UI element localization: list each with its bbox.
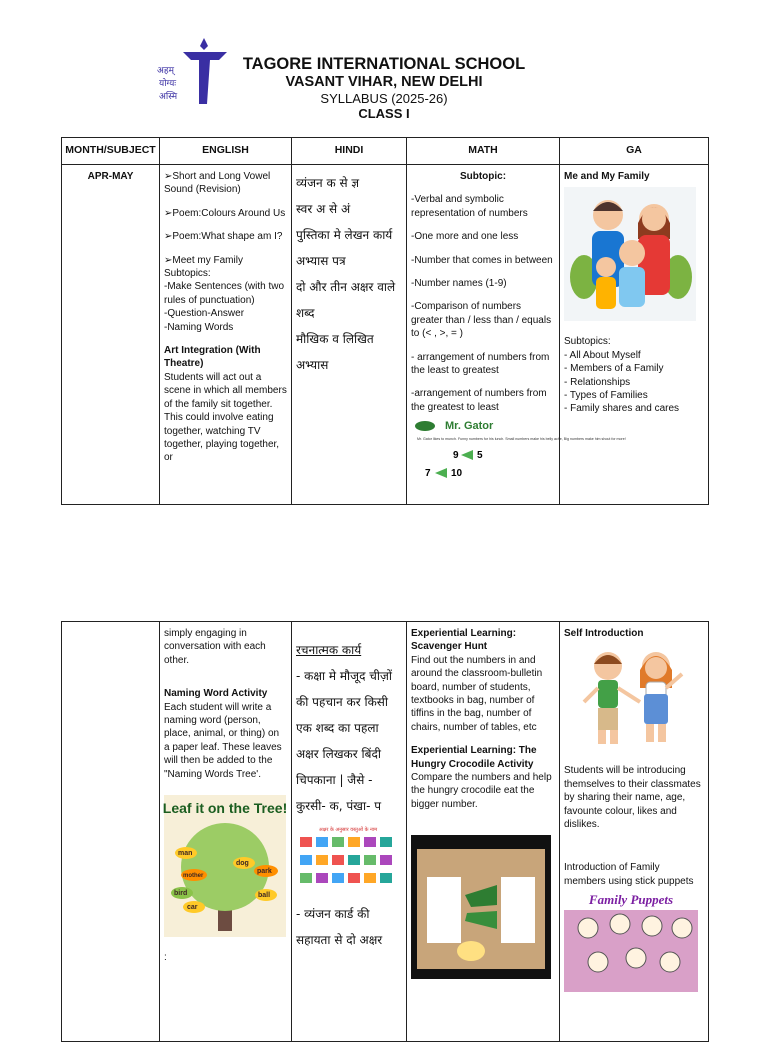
naming-word-text: Each student will write a naming word (person, place, animal, or thing) on a paper leaf. These leaves will then be added to the "Naming Words Tree'. bbox=[164, 701, 282, 780]
self-intro-text: Students will be introducing themselves to their classmates by sharing their name, age, favounte colour, likes and dislikes. bbox=[564, 765, 701, 831]
math-item: -Comparison of numbers greater than / less than / equals to (< , >, = ) bbox=[411, 301, 552, 340]
hungry-crocodile-title: Experiential Learning: The Hungry Crocodile Activity bbox=[411, 745, 537, 770]
school-logo bbox=[157, 38, 227, 104]
leaf-word: car bbox=[187, 904, 198, 912]
english-cell bbox=[160, 165, 292, 505]
english-item: ➢Short and Long Vowel Sound (Revision) bbox=[164, 171, 271, 196]
hindi-alphabet-chart-image bbox=[296, 823, 400, 897]
children-image bbox=[564, 644, 700, 750]
family-image bbox=[564, 187, 696, 321]
school-header bbox=[232, 55, 536, 121]
ga-subtopic: - Family shares and cares bbox=[564, 403, 680, 415]
svg-text:9: 9 bbox=[453, 450, 459, 462]
math-cell bbox=[407, 622, 560, 1042]
leaf-word: dog bbox=[236, 860, 249, 868]
month-cell-empty bbox=[62, 622, 160, 1042]
school-name: TAGORE INTERNATIONAL SCHOOL bbox=[242, 55, 526, 73]
hindi-creative-text-2: - व्यंजन कार्ड की सहायता से दो अक्षर bbox=[296, 907, 383, 947]
scavenger-hunt-title: Experiential Learning: Scavenger Hunt bbox=[411, 628, 517, 653]
logo-line-1: अहम् bbox=[157, 66, 175, 76]
svg-text:7: 7 bbox=[425, 468, 431, 480]
hungry-crocodile-text: Compare the numbers and help the hungry crocodile eat the bigger number. bbox=[411, 772, 552, 810]
hindi-cell bbox=[292, 165, 407, 505]
hindi-item: मौखिक व लिखित अभ्यास bbox=[296, 332, 374, 372]
hindi-cell bbox=[292, 622, 407, 1042]
art-integration-title: Art Integration (With Theatre) bbox=[164, 345, 261, 370]
hindi-chart-title: अक्षर के अनुसार वस्तुओं के नाम bbox=[318, 827, 378, 833]
ga-cell bbox=[560, 165, 709, 505]
school-location: VASANT VIHAR, NEW DELHI bbox=[285, 74, 483, 90]
math-item: - arrangement of numbers from the least to greatest bbox=[411, 351, 550, 377]
table-header-row bbox=[62, 138, 709, 165]
hindi-item: अभ्यास पत्र bbox=[296, 254, 346, 268]
hindi-creative-title: रचनात्मक कार्य bbox=[296, 643, 362, 657]
hindi-item: दो और तीन अक्षर वाले शब्द bbox=[296, 280, 396, 320]
math-item: -One more and one less bbox=[411, 231, 519, 243]
self-intro-title: Self Introduction bbox=[564, 628, 644, 639]
leaf-word: park bbox=[257, 868, 272, 876]
mr-gator-caption: Mr. Gator likes to munch. Funny numbers for his lunch. Small numbers make his belly ache, Big numbers make him shout for more! bbox=[417, 437, 626, 442]
english-subtopic: Subtopics: bbox=[164, 268, 211, 280]
syllabus-table-page2 bbox=[61, 621, 709, 1042]
syllabus-table-page1 bbox=[61, 137, 709, 505]
hindi-item: व्यंजन क से ज्ञ bbox=[296, 176, 360, 190]
math-subtopic-label: Subtopic: bbox=[459, 171, 507, 182]
month-cell: APR-MAY bbox=[62, 165, 160, 505]
logo-line-2: योग्यः bbox=[159, 79, 177, 89]
english-subtopic: -Naming Words bbox=[164, 321, 234, 333]
scavenger-hunt-text: Find out the numbers in and around the classroom-bulletin board, number of students, textbooks in bag, number of tiffins in the bag, number of chairs, number of tables, etc bbox=[411, 654, 543, 733]
mr-gator-image bbox=[411, 418, 626, 480]
math-item: -Number that comes in between bbox=[411, 254, 553, 266]
ga-subtopic: - Relationships bbox=[564, 376, 631, 388]
ga-subtopic: - All About Myself bbox=[564, 349, 641, 361]
art-integration-text: Students will act out a scene in which all members of the family sit together. This could involve eating together, watching TV together, playing together, or bbox=[164, 371, 287, 464]
family-puppets-text: Introduction of Family members using stick puppets bbox=[564, 862, 694, 887]
leaf-tree-title: Leaf it on the Tree! bbox=[162, 800, 288, 817]
col-english: ENGLISH bbox=[160, 138, 292, 165]
table-row-apr-may bbox=[62, 165, 709, 505]
hindi-item: स्वर अ से अं bbox=[296, 202, 351, 216]
leaf-word: bird bbox=[174, 890, 188, 898]
english-item: ➢Poem:Colours Around Us bbox=[164, 207, 286, 219]
col-month: MONTH/SUBJECT bbox=[62, 138, 160, 165]
svg-text:5: 5 bbox=[477, 450, 483, 462]
english-meet-family: ➢Meet my Family bbox=[164, 254, 243, 266]
ga-cell bbox=[560, 622, 709, 1042]
family-puppets-title: Family Puppets bbox=[588, 892, 674, 908]
leaf-word: man bbox=[178, 850, 193, 858]
mr-gator-title: Mr. Gator bbox=[445, 420, 494, 433]
math-item: -Verbal and symbolic representation of numbers bbox=[411, 194, 528, 219]
math-item: -arrangement of numbers from the greatest to least bbox=[411, 388, 547, 413]
class-name: CLASS I bbox=[358, 106, 410, 121]
math-item: -Number names (1-9) bbox=[411, 278, 507, 290]
leaf-word: ball bbox=[258, 892, 271, 900]
ga-subtopic: Subtopics: bbox=[564, 336, 611, 348]
logo-line-3: अस्मि bbox=[159, 92, 178, 102]
svg-text:10: 10 bbox=[451, 468, 463, 480]
leaf-word: mother bbox=[183, 873, 204, 880]
ga-subtopic: - Members of a Family bbox=[564, 363, 664, 375]
english-cell: simply engaging in conversation with each other. Naming Word Activity Each student will write a naming word (person, place, animal, or thing) on a paper leaf. These leaves will then be added to the "Naming Words Tree'. Leaf it on the Tree! man mother bird car dog park ball : bbox=[160, 622, 292, 1042]
ga-subtopic: - Types of Families bbox=[564, 390, 648, 402]
english-item: ➢Poem:What shape am I? bbox=[164, 231, 283, 243]
greater-gator-image bbox=[411, 835, 551, 979]
col-ga: GA bbox=[560, 138, 709, 165]
family-puppets-image bbox=[564, 892, 698, 992]
english-continued-text: simply engaging in conversation with each other. bbox=[164, 628, 266, 666]
col-hindi: HINDI bbox=[292, 138, 407, 165]
english-subtopic: -Question-Answer bbox=[164, 308, 245, 320]
col-math: MATH bbox=[407, 138, 560, 165]
hindi-creative-text: - कक्षा मे मौजूद चीज़ों की पहचान कर किसी एक शब्द का पहला अक्षर लिखकर बिंदी चिपकाना | जैसे - कुरसी- क, पंखा- प bbox=[296, 669, 392, 813]
english-subtopic: -Make Sentences (with two rules of punctuation) bbox=[164, 281, 285, 306]
table-row-continued bbox=[62, 622, 709, 1042]
ga-title: Me and My Family bbox=[564, 171, 650, 182]
leaf-tree-image bbox=[164, 795, 286, 937]
naming-word-title: Naming Word Activity bbox=[164, 688, 268, 700]
syllabus-year: SYLLABUS (2025-26) bbox=[320, 91, 448, 106]
hindi-item: पुस्तिका मे लेखन कार्य bbox=[296, 228, 393, 242]
